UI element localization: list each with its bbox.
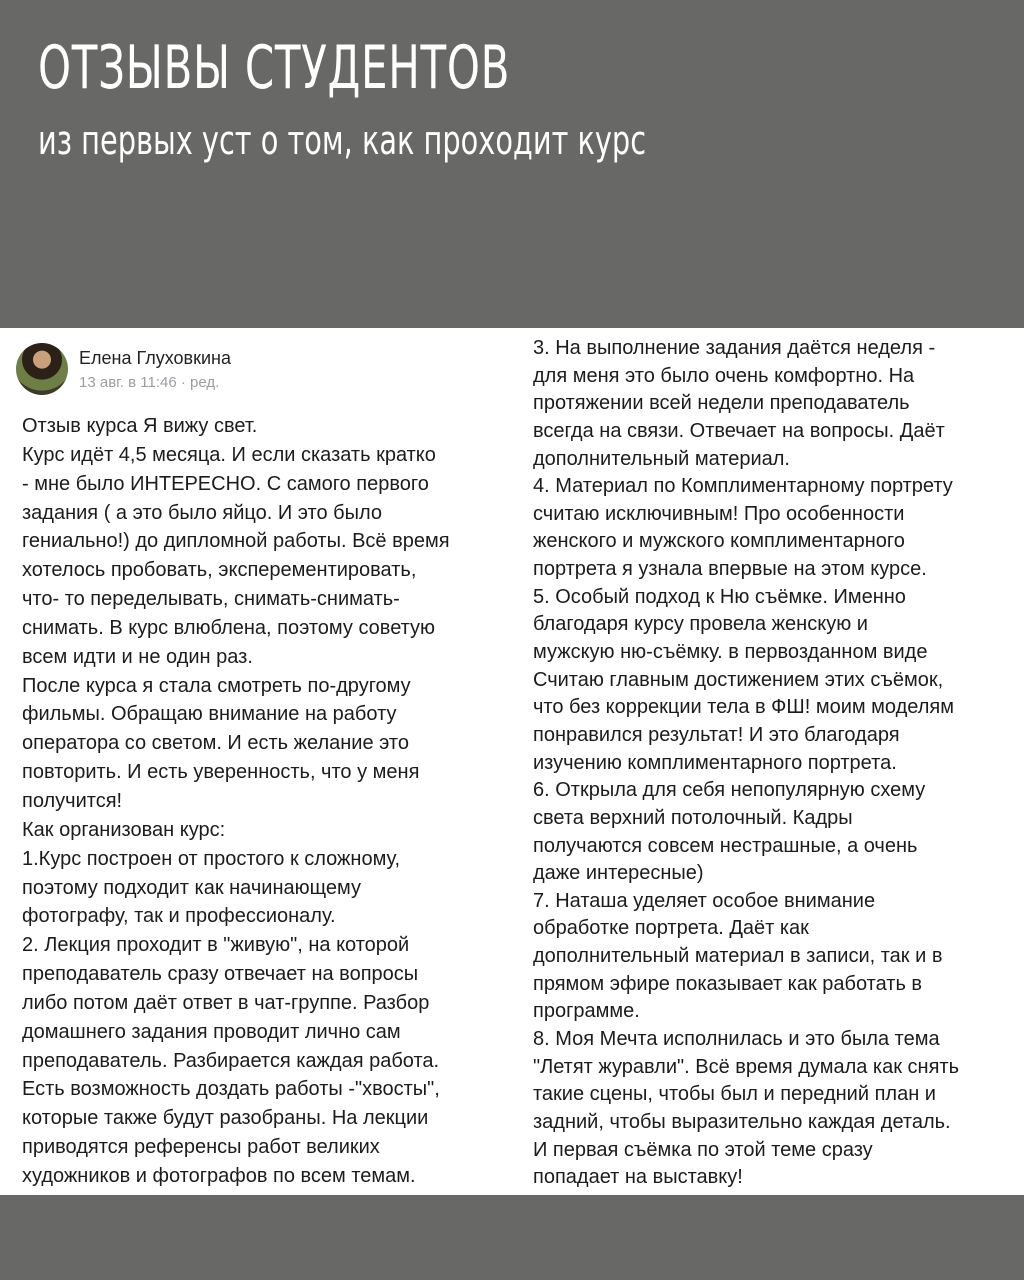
review-line: считаю исключивным! Про особенности xyxy=(533,502,905,525)
review-line: либо потом даёт ответ в чат-группе. Разбор xyxy=(22,991,430,1014)
review-line: получаются совсем нестрашные, а очень xyxy=(533,834,918,857)
review-text-right xyxy=(533,335,959,1192)
page-title: ОТЗЫВЫ СТУДЕНТОВ xyxy=(38,33,511,103)
review-line: 8. Моя Мечта исполнилась и это была тема xyxy=(533,1028,940,1051)
review-line: приводятся референсы работ великих xyxy=(22,1136,380,1159)
review-line: 2. Лекция проходит в "живую", на которой xyxy=(22,934,410,957)
review-line: снимать. В курс влюблена, поэтому советую xyxy=(22,616,436,639)
review-line: протяжении всей недели преподаватель xyxy=(533,392,910,415)
review-line: 1.Курс построен от простого к сложному, xyxy=(22,847,401,870)
review-line: 5. Особый подход к Ню съёмке. Именно xyxy=(533,585,906,608)
avatar[interactable] xyxy=(16,343,68,395)
footer-bar xyxy=(0,1195,1024,1280)
review-text-left xyxy=(22,412,450,1191)
review-line: обработке портрета. Даёт как xyxy=(533,917,809,940)
review-line: И первая съёмка по этой теме сразу xyxy=(533,1138,873,1161)
review-line: преподаватель. Разбирается каждая работа. xyxy=(22,1049,440,1072)
review-line: всем идти и не один раз. xyxy=(22,645,253,668)
review-line: что без коррекции тела в ФШ! моим моделям xyxy=(533,696,954,719)
review-line: всегда на связи. Отвечает на вопросы. Даёт xyxy=(533,419,945,442)
review-line: портрета я узнала впервые на этом курсе. xyxy=(533,558,927,581)
page-subtitle: из первых уст о том, как проходит курс xyxy=(38,118,647,164)
review-line: Отзыв курса Я вижу свет. xyxy=(22,415,258,437)
header-banner xyxy=(0,0,1024,327)
review-line: фотографу, так и профессионалу. xyxy=(22,905,336,928)
review-line: 4. Материал по Комплиментарному портрету xyxy=(533,475,953,498)
review-line: Как организован курс: xyxy=(22,818,226,841)
review-line: оператора со светом. И есть желание это xyxy=(22,732,409,755)
review-line: художников и фотографов по всем темам. xyxy=(22,1164,416,1187)
review-line: благодаря курсу провела женскую и xyxy=(533,613,868,636)
review-line: мужскую ню-съёмку. в первозданном виде xyxy=(533,641,928,664)
review-line: поэтому подходит как начинающему xyxy=(22,876,361,899)
review-line: понравился результат! И это благодаря xyxy=(533,723,900,746)
review-line: даже интересные) xyxy=(533,862,704,885)
post-meta[interactable]: 13 авг. в 11:46 · ред. xyxy=(79,374,220,391)
review-line: прямом эфире показывает как работать в xyxy=(533,972,923,995)
review-line: задний, чтобы выразительно каждая деталь. xyxy=(533,1110,951,1133)
review-line: повторить. И есть уверенность, что у меня xyxy=(22,761,420,784)
review-line: "Летят журавли". Всё время думала как снять xyxy=(533,1055,960,1078)
review-line: что- то переделывать, снимать-снимать- xyxy=(22,588,400,611)
review-line: получится! xyxy=(22,789,123,812)
review-line: женского и мужского комплиментарного xyxy=(533,530,905,553)
review-line: фильмы. Обращаю внимание на работу xyxy=(22,703,397,726)
review-post xyxy=(0,328,1024,1195)
review-line: преподаватель сразу отвечает на вопросы xyxy=(22,963,419,986)
review-line: изучению комплиментарного портрета. xyxy=(533,751,897,774)
review-line: дополнительный материал в записи, так и в xyxy=(533,945,943,968)
review-line: После курса я стала смотреть по-другому xyxy=(22,674,411,697)
review-line: попадает на выставку! xyxy=(533,1166,743,1189)
review-line: 6. Открыла для себя непопулярную схему xyxy=(533,779,926,802)
review-line: хотелось пробовать, эксперементировать, xyxy=(22,559,417,582)
review-line: программе. xyxy=(533,1000,640,1023)
review-line: гениально!) до дипломной работы. Всё время xyxy=(22,530,450,553)
review-line: которые также будут разобраны. На лекции xyxy=(22,1107,429,1130)
review-line: для меня это было очень комфортно. На xyxy=(533,364,915,387)
review-line: задания ( а это было яйцо. И это было xyxy=(22,501,382,524)
review-line: Курс идёт 4,5 месяца. И если сказать кратко xyxy=(22,443,436,466)
review-line: - мне было ИНТЕРЕСНО. С самого первого xyxy=(22,472,429,495)
review-line: домашнего задания проводит лично сам xyxy=(22,1020,401,1043)
review-line: Считаю главным достижением этих съёмок, xyxy=(533,668,944,691)
author-name[interactable]: Елена Глуховкина xyxy=(79,348,231,368)
review-line: света верхний потолочный. Кадры xyxy=(533,806,853,829)
review-line: Есть возможность доздать работы -"хвосты", xyxy=(22,1078,440,1101)
review-line: дополнительный материал. xyxy=(533,447,790,470)
review-line: 3. На выполнение задания даётся неделя - xyxy=(533,337,936,359)
review-line: 7. Наташа уделяет особое внимание xyxy=(533,889,876,912)
review-line: такие сцены, чтобы был и передний план и xyxy=(533,1083,936,1106)
